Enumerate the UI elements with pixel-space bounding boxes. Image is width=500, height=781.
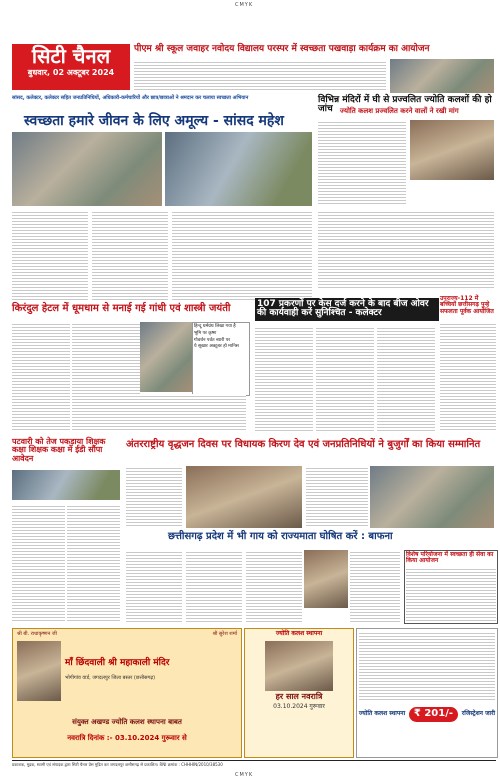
- info-box-line-b: भूमि पर कृष्ण: [194, 330, 217, 336]
- small-ads-block: [356, 628, 498, 758]
- lead-photo-main: [12, 132, 162, 206]
- top-article-text: [134, 60, 386, 92]
- lead-text-col-2: [92, 210, 168, 300]
- info-box-line-d: ये सूखार अक्टूबर हो मानिस: [194, 344, 239, 350]
- top-headline: पीएम श्री स्कूल जवाहर नवोदय विद्यालय परस्पर में स्वच्छता पखवाड़ा कार्यक्रम का आयोजन: [134, 44, 430, 54]
- jyoti-ad-title: हर साल नवरात्रि: [275, 692, 323, 702]
- newspaper-title: सिटी चैनल: [31, 44, 111, 68]
- kirandul-headline: किरंदुल हेटल में धूमधाम से मनाई गई गांधी एवं शास्त्री जयंती: [12, 303, 231, 314]
- story-107-text-3: [377, 326, 435, 432]
- info-box-line-c: गोवर्धन पर्वत ब्यारी पर: [194, 337, 231, 343]
- right-story-headline: विभिन्न मंदिरों में घी से प्रज्वलित ज्योति कलशों की हो जांच: [318, 95, 492, 115]
- lead-text-col-1: [12, 210, 88, 300]
- right-story-subhead: ज्योति कलश प्रज्वलित करने वालों ने रखी मांग: [340, 107, 459, 115]
- elder-day-text-2: [306, 466, 368, 528]
- cg-text-1: [126, 550, 182, 622]
- kirandul-info-box: [192, 322, 250, 396]
- kirandul-text-1: [12, 322, 70, 432]
- jyoti-ad-image: [265, 641, 333, 691]
- story-107-text-2: [316, 326, 374, 432]
- temple-ad-top-right: श्री सुरेश शर्मा: [212, 631, 237, 637]
- vishesh-headline: विशेष परियोजना में स्वच्छता ही सेवा का किया आयोजन: [406, 551, 494, 565]
- vishesh-text: [406, 567, 496, 621]
- temple-ad-top-row: [13, 629, 241, 639]
- temple-ad-title: माँ छिंदवाली श्री महाकाली मंदिर: [65, 658, 170, 668]
- masthead-title-box: [12, 44, 130, 90]
- footer-rule: [12, 760, 496, 761]
- jyoti-ad-date: 03.10.2024 गुरूवार: [273, 702, 325, 710]
- temple-ad-footer: संयुक्त अखण्ड ज्योति कलश स्थापना बाबत: [72, 718, 182, 726]
- info-box-line-a: हिन्दू धर्मग्रंथ लिखा गया है: [194, 324, 236, 329]
- cg-text-4: [350, 550, 400, 622]
- right-story-photo: [410, 120, 494, 180]
- story-107-headline: 107 प्रकरणों पर केस दर्ज करने के बाद बीज ओवर की कार्यवाही करें सुनिश्चित - कलेक्टर: [255, 298, 439, 321]
- cg-headline: छत्तीसगढ़ प्रदेश में भी गाय को राज्यमाता घोषित करें : बाफना: [168, 531, 393, 542]
- vishesh-box: [404, 550, 498, 624]
- kirandul-text-2: [72, 322, 140, 432]
- elder-day-text-1: [126, 466, 182, 528]
- right-story-text-2: [318, 210, 494, 290]
- temple-ad-top-left: श्री बी. राधाकृष्णन जी: [17, 631, 57, 637]
- right-story-text-1: [318, 120, 406, 206]
- kirandul-photo: [140, 322, 192, 392]
- lead-text-col-3: [172, 210, 312, 300]
- top-photo: [390, 59, 494, 93]
- small-ad-a: ज्योति कलश स्थापना: [358, 710, 406, 718]
- temple-ad-footer2: नवरात्रि दिनांक :- 03.10.2024 गुरूवार से: [67, 734, 187, 742]
- lead-strap: सांसद, कलेक्टर, कलेक्टर सहित जनप्रतिनिधियों, अधिकारी-कर्मचारियों और छात्र/छात्राओं ने श्रमदान कर चलाया स्वच्छता अभियान: [12, 95, 249, 101]
- kirandul-text-3: [140, 394, 246, 432]
- elder-day-photo-1: [186, 466, 302, 528]
- cmyk-mark-top: CMYK: [235, 2, 254, 8]
- cg-text-2: [186, 550, 242, 622]
- side-right-text: [440, 322, 496, 432]
- small-ads-text: [359, 631, 495, 701]
- story-107-text-1: [255, 326, 313, 432]
- small-ad-b: रजिस्ट्रेशन जारी: [461, 710, 496, 718]
- side-right-headline: उपराज्य-112 में बच्चियों छत्तीसगढ़ पुन्हे सफलता पूर्वक आयोजित: [440, 295, 494, 315]
- elder-day-headline: अंतरराष्ट्रीय वृद्धजन दिवस पर विधायक किरण देव एवं जनप्रतिनिधियों ने बुजुर्गों का किया सम्मानित: [126, 439, 481, 450]
- patwari-headline: पटवारी को तेज पकड़ाया शिक्षक कक्षा शिक्षक कक्षा में ईडी सौंपा आवेदन: [12, 437, 106, 463]
- lead-headline: स्वच्छता हमारे जीवन के लिए अमूल्य - सांसद महेश: [24, 113, 284, 129]
- cg-text-3: [246, 550, 302, 622]
- jyoti-ad-top: ज्योति कलश स्थापना: [275, 630, 323, 637]
- patwari-text-2: [67, 504, 120, 622]
- small-ad-price: ₹ 201/-: [409, 707, 458, 722]
- masthead-date: बुधवार, 02 अक्टूबर 2024: [27, 68, 115, 77]
- cmyk-mark-bottom: CMYK: [235, 772, 254, 778]
- footer-imprint: प्रकाशक, मुद्रक, स्वामी एवं संपादक द्वारा सिटी चैनल प्रेस मुद्रित कर जगदलपुर छत्तीसगढ़ से प्रकाशित। RNI क्रमांक : CHHHIN/2010/38530: [12, 762, 223, 767]
- lead-photo-2: [165, 132, 312, 206]
- patwari-photo: [12, 470, 120, 500]
- temple-ad-deity-image: [17, 641, 61, 701]
- cg-portrait: [304, 550, 348, 608]
- elder-day-photo-2: [370, 466, 494, 528]
- jyoti-ad: [244, 628, 354, 758]
- temple-ad-sub: भोगीगांव वार्ड, जगदलपुर जिला बस्तर (छत्तीसगढ़): [65, 675, 156, 681]
- patwari-text-1: [12, 504, 65, 622]
- small-ad-row: [357, 707, 497, 722]
- temple-ad: [12, 628, 242, 758]
